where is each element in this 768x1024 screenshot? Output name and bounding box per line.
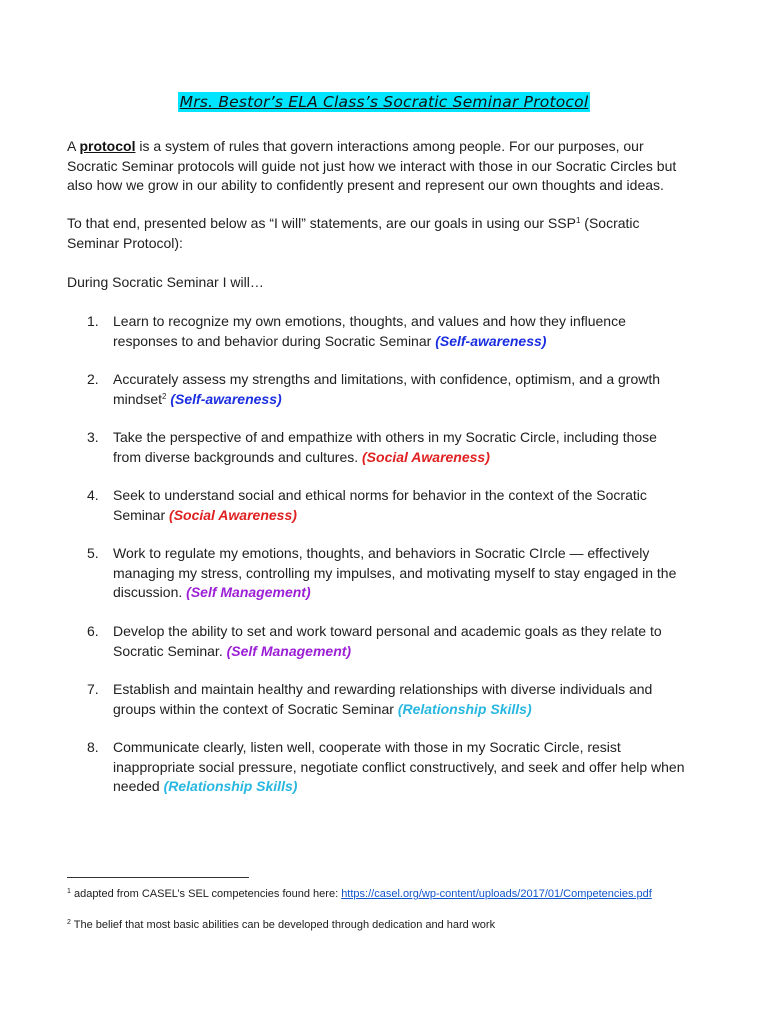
- footnote-divider: [67, 877, 249, 878]
- item-line: Take the perspective of and empathize with others in my Socratic Circle, including those: [113, 429, 657, 445]
- list-number: 4.: [87, 487, 99, 503]
- competency-tag-relationship-skills: (Relationship Skills): [163, 778, 298, 794]
- list-item-text: [113, 544, 697, 603]
- footnote-2: [67, 918, 495, 932]
- during-heading: During Socratic Seminar I will…: [67, 274, 264, 290]
- list-item-text: [113, 622, 697, 661]
- protocol-keyword: protocol: [79, 138, 136, 154]
- footnote-text: The belief that most basic abilities can be developed through dedication and hard work: [70, 919, 496, 931]
- casel-link[interactable]: https://casel.org/wp-content/uploads/2017/01/Competencies.pdf: [341, 888, 652, 900]
- item-line: from diverse backgrounds and cultures.: [113, 448, 363, 465]
- competency-tag-social-awareness: (Social Awareness): [362, 448, 490, 465]
- list-number: 8.: [87, 739, 99, 755]
- footnote-ref-2[interactable]: 2: [162, 391, 167, 401]
- goals-intro-line1a: To that end, presented below as “I will” statements, are our goals in using our SSP: [67, 215, 576, 231]
- item-line: inappropriate social pressure, negotiate conflict constructively, and seek and offer help when: [113, 758, 685, 775]
- intro-line2: Socratic Seminar protocols will guide not just how we interact with those in our Socratic Circles but: [67, 157, 677, 174]
- footnote-1: [67, 887, 652, 901]
- page-title: Mrs. Bestor’s ELA Class’s Socratic Seminar Protocol: [179, 93, 589, 111]
- footnote-number: 1: [67, 888, 71, 895]
- list-item-text: [113, 680, 697, 719]
- item-line: needed: [113, 778, 164, 794]
- intro-line1-rest: is a system of rules that govern interactions among people. For our purposes, our: [135, 138, 644, 154]
- list-item-text: [113, 312, 697, 351]
- list-number: 1.: [87, 313, 99, 329]
- competency-tag-social-awareness: (Social Awareness): [169, 506, 297, 523]
- list-item-text: [113, 738, 697, 797]
- item-line: Seek to understand social and ethical norms for behavior in the context of the Socratic: [113, 487, 647, 503]
- list-item-text: [113, 428, 697, 467]
- item-line: Develop the ability to set and work toward personal and academic goals as they relate to: [113, 623, 662, 639]
- footnote-ref-1[interactable]: 1: [575, 216, 581, 225]
- list-number: 5.: [87, 545, 99, 561]
- item-line: Communicate clearly, listen well, cooperate with those in my Socratic Circle, resist: [113, 739, 621, 755]
- item-line: Learn to recognize my own emotions, thoughts, and values and how they influence: [113, 313, 626, 329]
- footnote-number: 2: [67, 919, 71, 926]
- goals-intro-line2: Seminar Protocol):: [67, 234, 183, 251]
- list-number: 2.: [87, 371, 99, 387]
- list-number: 6.: [87, 623, 99, 639]
- competency-tag-relationship-skills: (Relationship Skills): [397, 700, 532, 717]
- item-line: managing my stress, controlling my impulses, and motivating myself to stay engaged in the: [113, 564, 677, 581]
- intro-paragraph: [67, 137, 707, 196]
- list-item-text: [113, 370, 697, 409]
- item-line: groups within the context of Socratic Seminar: [113, 700, 398, 717]
- item-line: discussion.: [113, 584, 187, 600]
- title-container: [0, 92, 768, 112]
- item-line: Seminar: [113, 506, 170, 523]
- footnote-text: adapted from CASEL’s SEL competencies found here:: [70, 888, 342, 900]
- competency-tag-self-management: (Self Management): [186, 584, 311, 600]
- item-line: Accurately assess my strengths and limitations, with confidence, optimism, and a growth: [113, 371, 661, 387]
- competency-tag-self-awareness: (Self-awareness): [166, 390, 282, 407]
- list-number: 7.: [87, 681, 99, 697]
- competency-tag-self-management: (Self Management): [226, 642, 352, 659]
- goals-intro-line1b: (Socratic: [580, 215, 640, 231]
- item-line: Work to regulate my emotions, thoughts, and behaviors in Socratic CIrcle — effectively: [113, 545, 650, 561]
- competency-tag-self-awareness: (Self-awareness): [435, 332, 547, 349]
- goals-intro-paragraph: [67, 214, 707, 253]
- item-line: responses to and behavior during Socratic Seminar: [113, 332, 436, 349]
- intro-line3: also how we grow in our ability to confidently present and represent our own thoughts and ideas.: [67, 177, 664, 193]
- item-line: Socratic Seminar.: [113, 642, 227, 659]
- intro-lead: A: [67, 138, 80, 154]
- item-line: Establish and maintain healthy and rewarding relationships with diverse individuals and: [113, 681, 653, 697]
- list-item-text: [113, 486, 697, 525]
- list-number: 3.: [87, 429, 99, 445]
- item-line: mindset: [113, 390, 163, 407]
